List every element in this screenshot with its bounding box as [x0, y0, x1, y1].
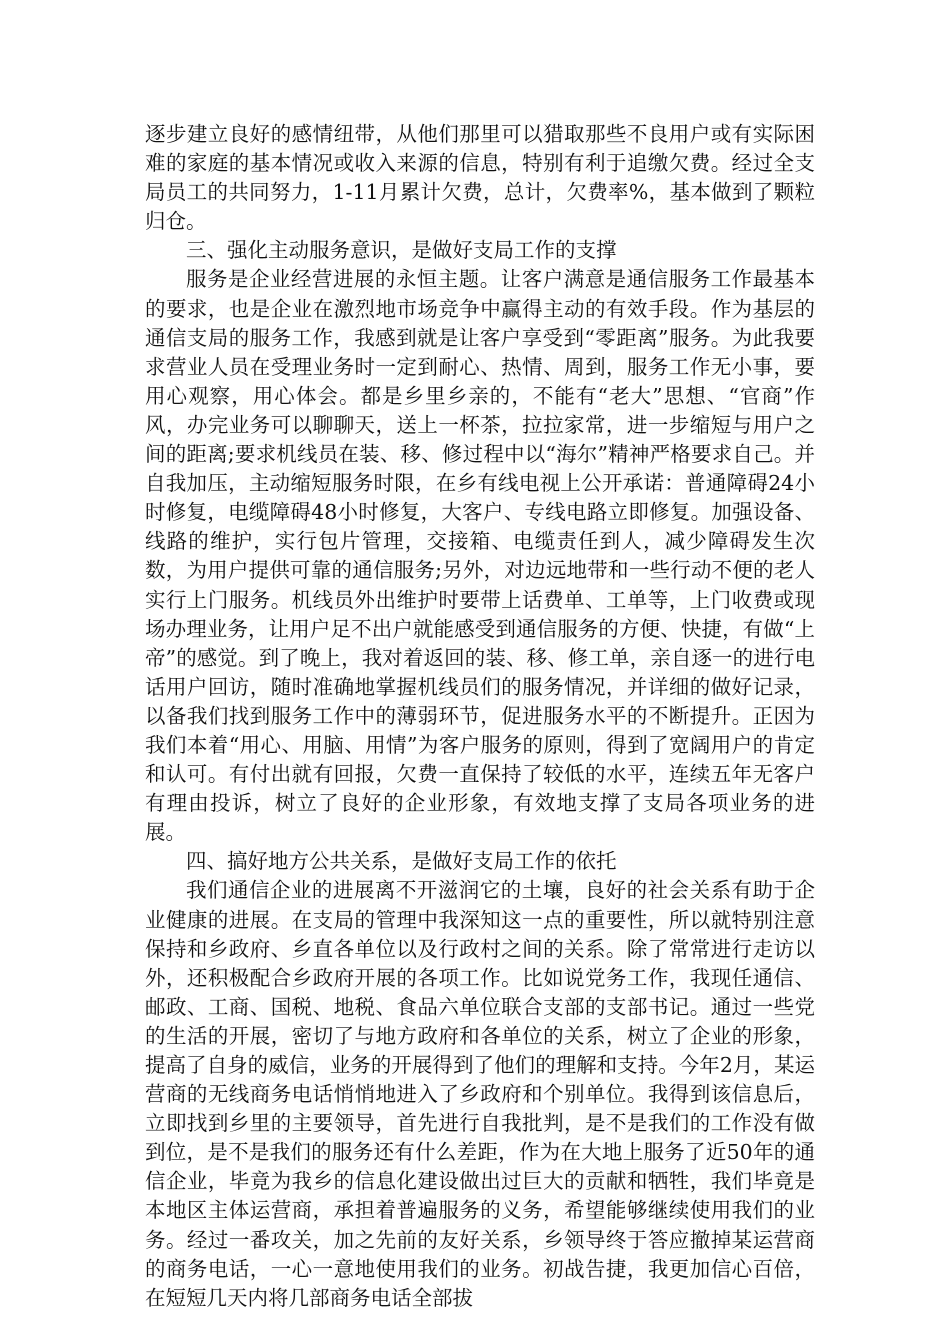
section-heading-public-relations: 四、搞好地方公共关系，是做好支局工作的依托	[186, 849, 617, 874]
document-page	[145, 120, 815, 1313]
paragraph-public-relations: 我们通信企业的进展离不开滋润它的土壤，良好的社会关系有助于企业健康的进展。在支局的管理中我深知这一点的重要性，所以就特别注意保持和乡政府、乡直各单位以及行政村之间的关系。除了常常进行走访以外，还积极配合乡政府开展的各项工作。比如说党务工作，我现任通信、邮政、工商、国税、地税、食品六单位联合支部的支部书记。通过一些党的生活的开展，密切了与地方政府和各单位的关系，树立了企业的形象，提高了自身的威信，业务的开展得到了他们的理解和支持。今年2月，某运营商的无线商务电话悄悄地进入了乡政府和个别单位。我得到该信息后，立即找到乡里的主要领导，首先进行自我批判，是不是我们的工作没有做到位，是不是我们的服务还有什么差距，作为在大地上服务了近50年的通信企业，毕竟为我乡的信息化建设做出过巨大的贡献和牺牲，我们毕竟是本地区主体运营商，承担着普遍服务的义务，希望能够继续使用我们的业务。经过一番攻关，加之先前的友好关系，乡领导终于答应撤掉某运营商的商务电话，一心一意地使用我们的业务。初战告捷，我更加信心百倍，在短短几天内将几部商务电话全部拔	[145, 878, 815, 1310]
section-heading-service: 三、强化主动服务意识，是做好支局工作的支撑	[186, 238, 617, 263]
paragraph-service: 服务是企业经营进展的永恒主题。让客户满意是通信服务工作最基本的要求，也是企业在激烈地市场竞争中赢得主动的有效手段。作为基层的通信支局的服务工作，我感到就是让客户享受到“零距离”服务。为此我要求营业人员在受理业务时一定到耐心、热情、周到，服务工作无小事，要用心观察，用心体会。都是乡里乡亲的，不能有“老大”思想、“官商”作风，办完业务可以聊聊天，送上一杯茶，拉拉家常，进一步缩短与用户之间的距离;要求机线员在装、移、修过程中以“海尔”精神严格要求自己。并自我加压，主动缩短服务时限，在乡有线电视上公开承诺：普通障碍24小时修复，电缆障碍48小时修复，大客户、专线电路立即修复。加强设备、线路的维护，实行包片管理，交接箱、电缆责任到人，减少障碍发生次数，为用户提供可靠的通信服务;另外，对边远地带和一些行动不便的老人实行上门服务。机线员外出维护时要带上话费单、工单等，上门收费或现场办理业务，让用户足不出户就能感受到通信服务的方便、快捷，有做“上帝”的感觉。到了晚上，我对着返回的装、移、修工单，亲自逐一的进行电话用户回访，随时准确地掌握机线员们的服务情况，并详细的做好记录，以备我们找到服务工作中的薄弱环节，促进服务水平的不断提升。正因为我们本着“用心、用脑、用情”为客户服务的原则，得到了宽阔用户的肯定和认可。有付出就有回报，欠费一直保持了较低的水平，连续五年无客户有理由投诉，树立了良好的企业形象，有效地支撑了支局各项业务的进展。	[145, 267, 815, 845]
paragraph-arrears-continued: 逐步建立良好的感情纽带，从他们那里可以猎取那些不良用户或有实际困难的家庭的基本情况或收入来源的信息，特别有利于追缴欠费。经过全支局员工的共同努力，1-11月累计欠费，总计，欠费率%，基本做到了颗粒归仓。	[145, 122, 815, 234]
